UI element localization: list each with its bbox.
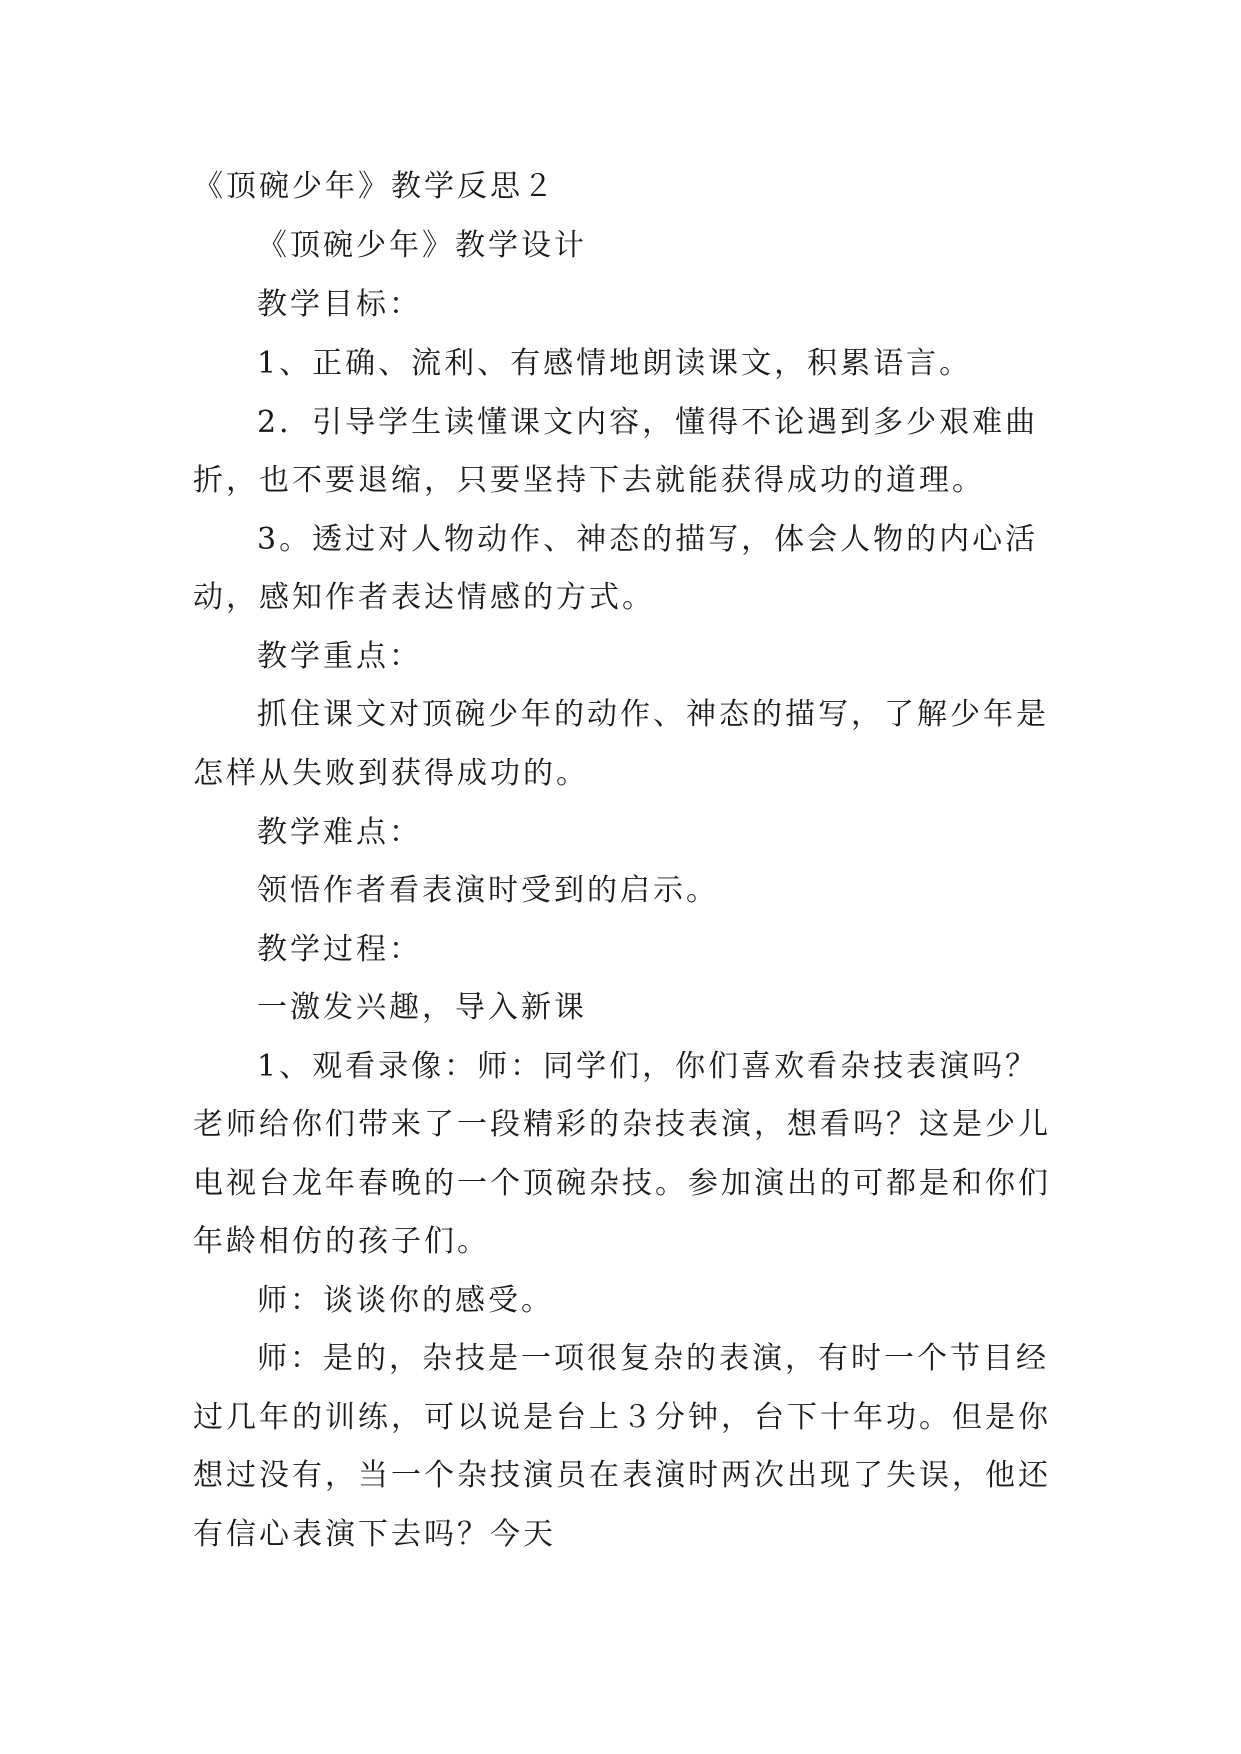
text-line: 有信心表演下去吗？今天	[193, 1517, 556, 1552]
text-line: 师：是的，杂技是一项很复杂的表演，有时一个节目经	[257, 1341, 1049, 1376]
text-line: 教学难点：	[257, 815, 422, 850]
text-line: 教学重点：	[257, 639, 422, 674]
text-line: 过几年的训练，可以说是台上３分钟，台下十年功。但是你	[193, 1400, 1051, 1435]
text-line: 老师给你们带来了一段精彩的杂技表演，想看吗？这是少儿	[193, 1107, 1051, 1142]
text-line: 教学过程：	[257, 932, 422, 967]
document-title: 《顶碗少年》教学反思２	[193, 169, 556, 204]
text-line: 想过没有，当一个杂技演员在表演时两次出现了失误，他还	[193, 1458, 1051, 1493]
text-line: 师：谈谈你的感受。	[257, 1283, 554, 1318]
text-line: 一激发兴趣，导入新课	[257, 990, 587, 1025]
text-line: 3。透过对人物动作、神态的描写，体会人物的内心活	[257, 522, 1039, 557]
text-line: 1、观看录像：师：同学们，你们喜欢看杂技表演吗？	[257, 1049, 1039, 1084]
text-line: 折，也不要退缩，只要坚持下去就能获得成功的道理。	[193, 463, 985, 498]
text-line: 2．引导学生读懂课文内容，懂得不论遇到多少艰难曲	[257, 405, 1039, 440]
text-line: 教学目标：	[257, 287, 422, 322]
text-line: 怎样从失败到获得成功的。	[193, 756, 589, 791]
text-line: 电视台龙年春晚的一个顶碗杂技。参加演出的可都是和你们	[193, 1166, 1051, 1201]
document-subtitle: 《顶碗少年》教学设计	[257, 228, 587, 263]
text-line: 动，感知作者表达情感的方式。	[193, 580, 655, 615]
text-line: 抓住课文对顶碗少年的动作、神态的描写，了解少年是	[257, 697, 1049, 732]
text-line: 年龄相仿的孩子们。	[193, 1224, 490, 1259]
text-line: 1、正确、流利、有感情地朗读课文，积累语言。	[257, 346, 973, 381]
text-line: 领悟作者看表演时受到的启示。	[257, 873, 719, 908]
